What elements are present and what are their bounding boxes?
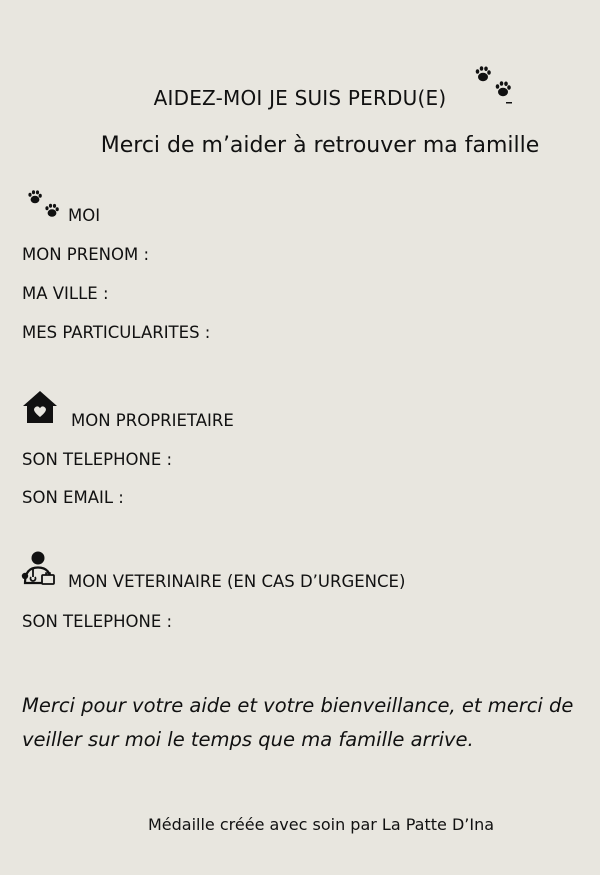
section-heading-moi: MOI <box>68 206 101 225</box>
veterinarian-icon <box>20 550 60 586</box>
closing-message: Merci pour votre aide et votre bienveillance, et merci de veiller sur moi le temps que ma famille arrive. <box>22 694 574 751</box>
field-label-ville: MA VILLE : <box>22 284 109 303</box>
section-heading-veterinaire: MON VETERINAIRE (EN CAS D’URGENCE) <box>68 572 406 591</box>
paw-prints-icon <box>27 190 63 222</box>
field-label-proprietaire-telephone: SON TELEPHONE : <box>22 450 173 469</box>
footer-credit: Médaille créée avec soin par La Patte D’Ina <box>147 815 495 834</box>
field-label-prenom: MON PRENOM : <box>22 245 150 264</box>
paw-prints-icon <box>474 66 516 106</box>
field-label-proprietaire-email: SON EMAIL : <box>22 488 124 507</box>
field-label-particularites: MES PARTICULARITES : <box>22 323 211 342</box>
section-heading-proprietaire: MON PROPRIETAIRE <box>71 411 234 430</box>
subtitle: Merci de m’aider à retrouver ma famille <box>100 133 540 158</box>
home-heart-icon <box>22 390 58 424</box>
field-label-veterinaire-telephone: SON TELEPHONE : <box>22 612 173 631</box>
page-title: AIDEZ-MOI JE SUIS PERDU(E) <box>153 86 447 110</box>
